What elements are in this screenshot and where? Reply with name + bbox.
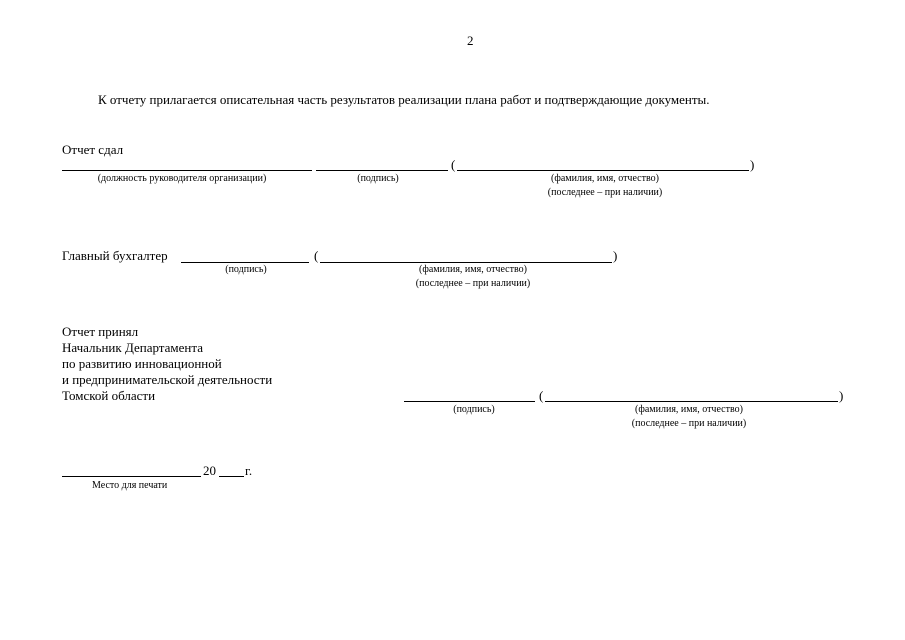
accountant-label: Главный бухгалтер: [62, 248, 168, 263]
accountant-name-caption-1: (фамилия, имя, отчество): [419, 264, 527, 275]
accepted-name-caption-1: (фамилия, имя, отчество): [635, 404, 743, 415]
position-caption: (должность руководителя организации): [97, 173, 267, 184]
accepted-name-line: [545, 401, 838, 402]
year-line: [219, 476, 244, 477]
accepted-name-caption-2: (последнее – при наличии): [631, 418, 747, 429]
submitted-name-caption-1: (фамилия, имя, отчество): [551, 173, 659, 184]
position-line: [62, 170, 312, 171]
submitted-heading: Отчет сдал: [62, 142, 124, 157]
date-line: [62, 476, 201, 477]
submitted-signature-caption: (подпись): [357, 173, 399, 184]
submitted-name-caption-2: (последнее – при наличии): [547, 187, 663, 198]
year-suffix: г.: [245, 463, 253, 478]
accepted-heading: Отчет принял: [62, 324, 139, 339]
submitted-signature-line: [316, 170, 448, 171]
accepted-title-line-2: по развитию инновационной: [62, 356, 222, 371]
submitted-paren-close: ): [750, 157, 755, 172]
accepted-signature-line: [404, 401, 535, 402]
accepted-title-line-3: и предпринимательской деятельности: [62, 372, 273, 387]
accepted-paren-open: (: [539, 388, 544, 403]
accountant-signature-caption: (подпись): [225, 264, 267, 275]
accountant-paren-open: (: [314, 248, 319, 263]
accountant-name-line: [320, 262, 612, 263]
accepted-title-line-4: Томской области: [62, 388, 156, 403]
submitted-name-line: [457, 170, 749, 171]
stamp-caption: Место для печати: [92, 480, 168, 491]
intro-text: К отчету прилагается описательная часть результатов реализации плана работ и подтверждающие документы.: [98, 92, 710, 107]
accountant-paren-close: ): [613, 248, 618, 263]
accountant-signature-line: [181, 262, 309, 263]
submitted-paren-open: (: [451, 157, 456, 172]
year-prefix: 20: [203, 463, 216, 478]
accepted-title-line-1: Начальник Департамента: [62, 340, 203, 355]
accountant-name-caption-2: (последнее – при наличии): [415, 278, 531, 289]
accepted-signature-caption: (подпись): [453, 404, 495, 415]
page-number: 2: [467, 33, 474, 48]
accepted-paren-close: ): [839, 388, 844, 403]
